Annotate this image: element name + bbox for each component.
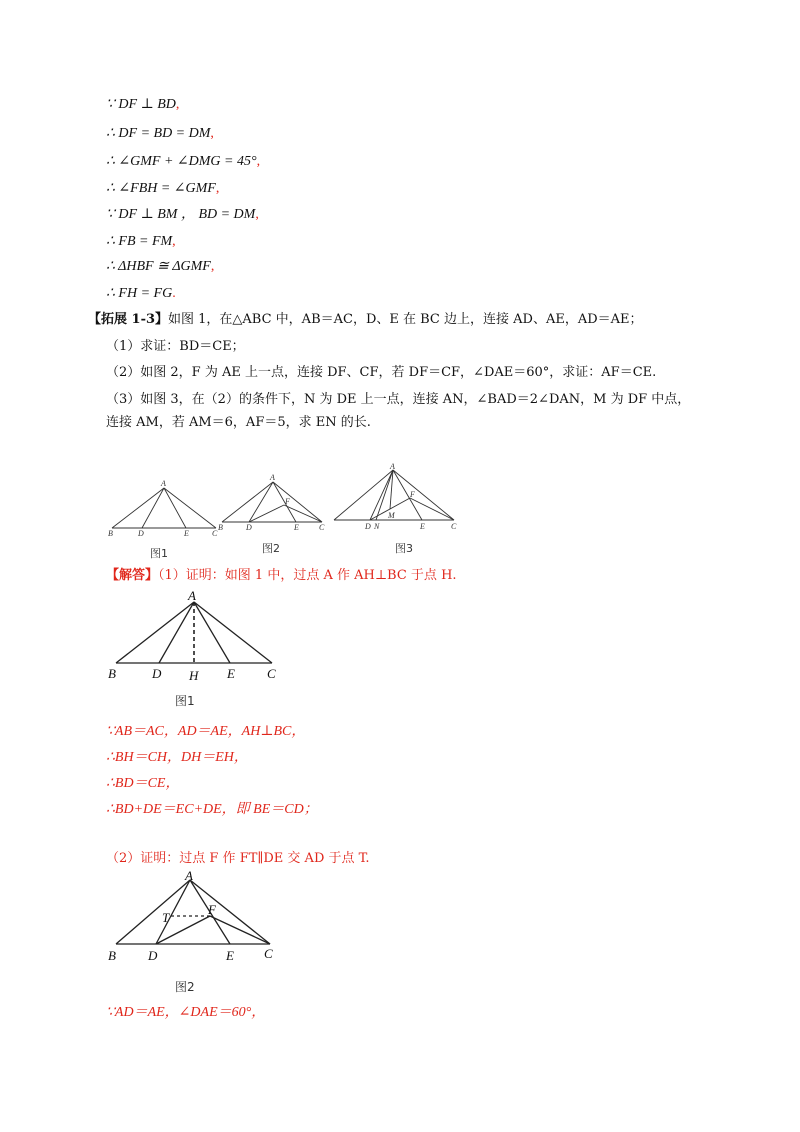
label-E: E: [226, 948, 234, 963]
label-B: B: [108, 948, 116, 963]
label-A: A: [161, 479, 166, 488]
label-C: C: [319, 523, 325, 532]
extension-intro: 【拓展 1-3】如图 1，在△ABC 中，AB＝AC，D、E 在 BC 边上，连接 AD、AE，AD＝AE；: [88, 312, 643, 327]
label-C: C: [451, 522, 457, 531]
label-B: B: [108, 529, 113, 538]
proof-line: ∴ ∠GMF + ∠DMG = 45°,: [106, 154, 261, 169]
part1-line: ∴BD+DE＝EC+DE，即 BE＝CD；: [106, 802, 318, 817]
proof-line: ∴ FB = FM,: [106, 234, 176, 249]
label-B: B: [108, 666, 116, 681]
solution-fig1-caption: 图1: [175, 694, 195, 708]
label-A: A: [270, 473, 275, 482]
part2-intro: （2）证明：过点 F 作 FT∥DE 交 AD 于点 T.: [106, 851, 370, 866]
small-figure-1: [108, 478, 223, 548]
small-figure-3: [330, 462, 462, 538]
label-C: C: [264, 946, 273, 961]
label-D: D: [152, 666, 162, 681]
label-E: E: [184, 529, 189, 538]
solution-figure-1: [104, 588, 284, 688]
small-fig2-caption: 图2: [262, 542, 280, 555]
label-F: F: [208, 902, 216, 917]
label-M: M: [388, 511, 395, 520]
question-2: （2）如图 2，F 为 AE 上一点，连接 DF、CF，若 DF＝CF，∠DAE＝60°，求证：AF＝CE.: [106, 365, 657, 380]
proof-line: ∴ DF = BD = DM,: [106, 126, 214, 141]
label-E: E: [294, 523, 299, 532]
label-E: E: [227, 666, 235, 681]
label-A: A: [188, 588, 196, 603]
solution-fig2-caption: 图2: [175, 980, 195, 994]
label-A: A: [390, 462, 395, 471]
question-3-line2: 连接 AM，若 AM＝6，AF＝5，求 EN 的长.: [106, 415, 371, 430]
solution-intro: 【解答】（1）证明：如图 1 中，过点 A 作 AH⊥BC 于点 H.: [106, 568, 457, 583]
question-3-line1: （3）如图 3，在（2）的条件下，N 为 DE 上一点，连接 AN，∠BAD＝2∠DAN，M 为 DF 中点，: [106, 392, 691, 407]
proof-line: ∴ ΔHBF ≅ ΔGMF,: [106, 259, 215, 274]
proof-line: ∵ DF ⊥ BM ， BD = DM,: [106, 207, 259, 222]
label-D: D: [148, 948, 158, 963]
proof-line: ∵ DF ⊥ BD,: [106, 97, 180, 112]
extension-label: 【拓展 1-3】: [88, 312, 169, 327]
label-D: D: [365, 522, 371, 531]
label-F: F: [410, 490, 415, 499]
solution-label: 【解答】: [106, 568, 159, 583]
proof-line: ∴ ∠FBH = ∠GMF,: [106, 181, 220, 196]
proof-line: ∴ FH = FG.: [106, 286, 176, 301]
part1-line: ∵AB＝AC，AD＝AE，AH⊥BC，: [106, 724, 306, 739]
small-figure-2: [216, 472, 328, 542]
small-fig3-caption: 图3: [395, 542, 413, 555]
label-C: C: [212, 529, 218, 538]
label-C: C: [267, 666, 276, 681]
part1-line: ∴BH＝CH，DH＝EH，: [106, 750, 248, 765]
label-H: H: [189, 668, 199, 683]
label-D: D: [138, 529, 144, 538]
label-B: B: [218, 523, 223, 532]
label-A: A: [185, 868, 193, 883]
label-F: F: [285, 497, 290, 506]
part2-line: ∵AD＝AE，∠DAE＝60°，: [106, 1005, 266, 1020]
part1-line: ∴BD＝CE，: [106, 776, 180, 791]
label-T: T: [162, 910, 170, 925]
label-D: D: [246, 523, 252, 532]
solution-figure-2: [104, 870, 284, 965]
question-1: （1）求证：BD＝CE；: [106, 339, 245, 354]
label-N: N: [374, 522, 380, 531]
label-E: E: [420, 522, 425, 531]
small-fig1-caption: 图1: [150, 547, 168, 560]
